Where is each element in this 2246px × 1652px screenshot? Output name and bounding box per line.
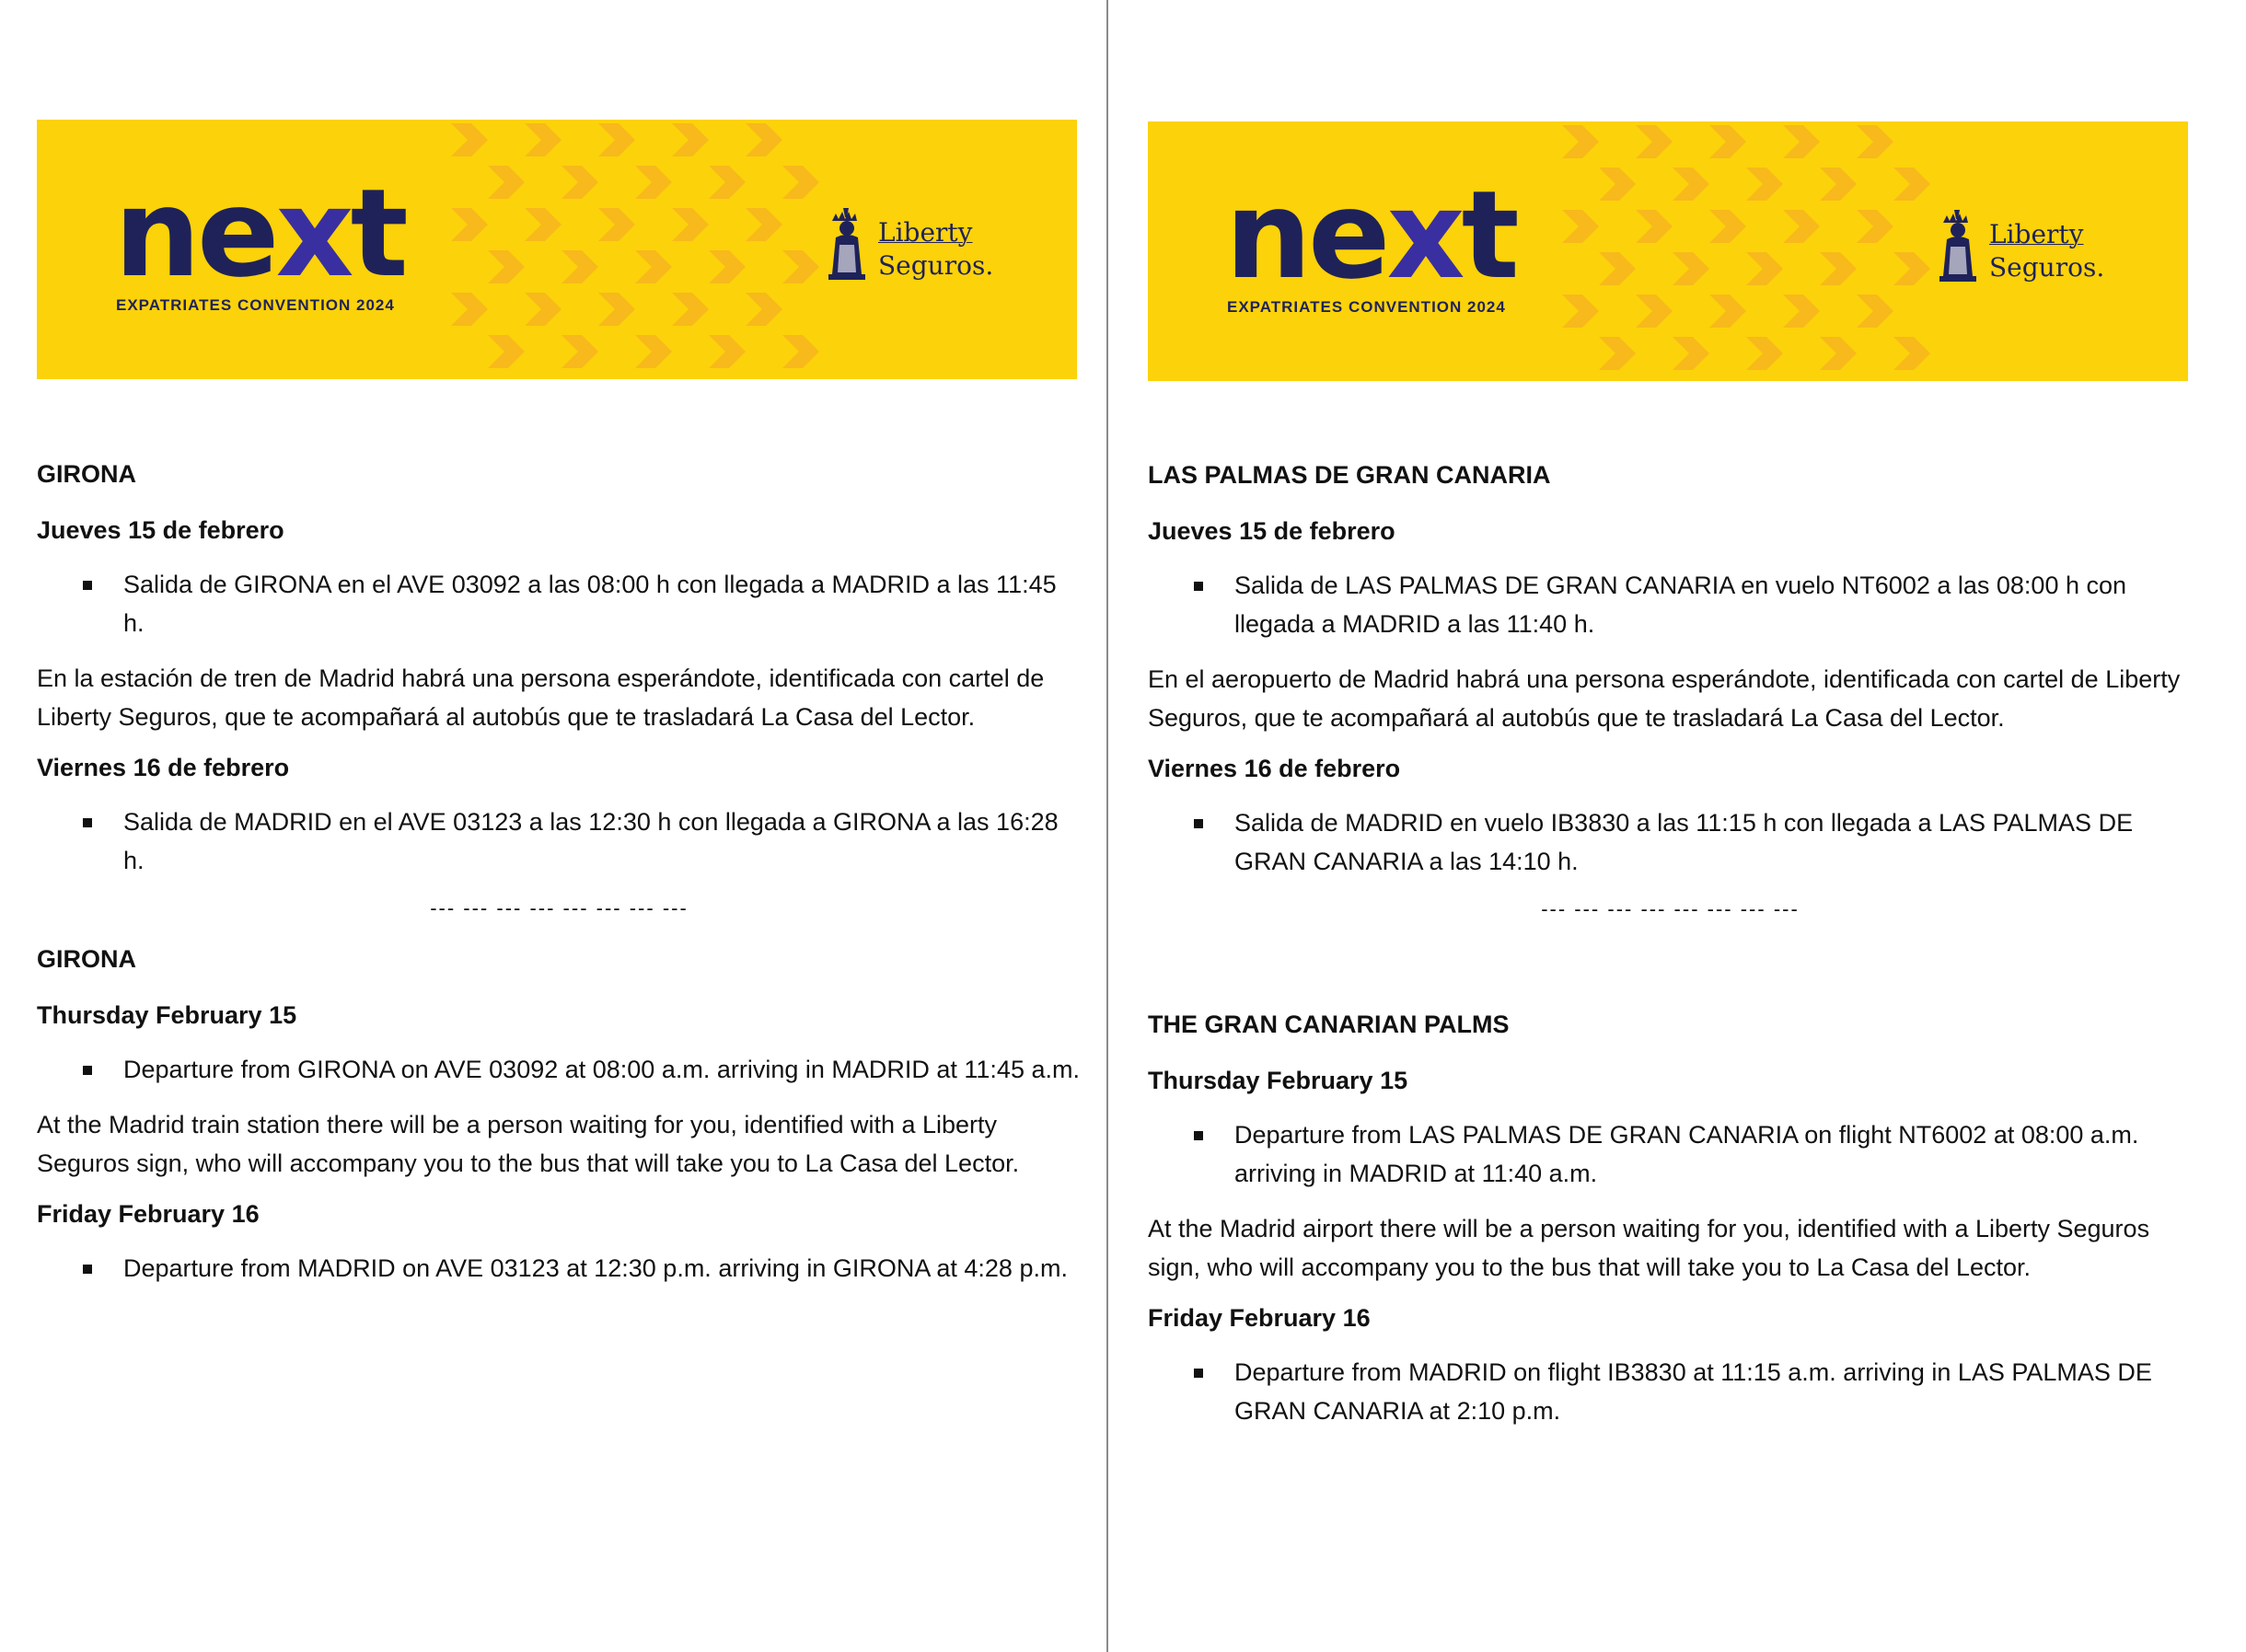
chevron-shape bbox=[1746, 252, 1783, 285]
chevron-shape bbox=[1857, 210, 1893, 243]
chevron-shape bbox=[1599, 252, 1636, 285]
day-heading: Viernes 16 de febrero bbox=[1148, 755, 1401, 782]
chevron-shape bbox=[1636, 210, 1673, 243]
list-item: Departure from LAS PALMAS DE GRAN CANARIA on flight NT6002 at 08:00 a.m. arriving in MADRID at 11:40 a.m. bbox=[1148, 1115, 2193, 1193]
bullet-icon bbox=[1194, 582, 1203, 591]
day-heading: Friday February 16 bbox=[1148, 1304, 1371, 1332]
chevron-shape bbox=[709, 335, 746, 368]
chevron-shape bbox=[672, 123, 709, 156]
chevron-shape bbox=[1636, 295, 1673, 328]
city-heading: GIRONA bbox=[37, 945, 136, 973]
itinerary-content bbox=[37, 459, 1082, 1304]
brand-liberty: Liberty bbox=[1989, 219, 2084, 249]
chevron-shape bbox=[1857, 295, 1893, 328]
list-item: Departure from GIRONA on AVE 03092 at 08:00 a.m. arriving in MADRID at 11:45 a.m. bbox=[37, 1050, 1082, 1089]
chevron-shape bbox=[635, 166, 672, 199]
chevron-shape bbox=[1746, 337, 1783, 370]
chevron-shape bbox=[562, 250, 598, 283]
day-heading: Friday February 16 bbox=[37, 1200, 260, 1228]
chevron-shape bbox=[1673, 252, 1709, 285]
chevron-shape bbox=[635, 250, 672, 283]
chevron-shape bbox=[451, 208, 488, 241]
chevron-shape bbox=[1636, 125, 1673, 158]
chevron-shape bbox=[1783, 295, 1820, 328]
liberty-seguros-logo bbox=[1930, 206, 2114, 298]
brand-seguros: Seguros. bbox=[878, 250, 994, 281]
list-item: Salida de GIRONA en el AVE 03092 a las 08:00 h con llegada a MADRID a las 11:45 h. bbox=[37, 565, 1082, 642]
chevron-shape bbox=[451, 293, 488, 326]
chevron-shape bbox=[488, 250, 525, 283]
chevron-shape bbox=[746, 123, 782, 156]
chevron-shape bbox=[1709, 295, 1746, 328]
bullet-icon bbox=[83, 1066, 92, 1075]
chevron-shape bbox=[1673, 168, 1709, 201]
chevron-shape bbox=[1746, 168, 1783, 201]
list-item: Departure from MADRID on AVE 03123 at 12:30 p.m. arriving in GIRONA at 4:28 p.m. bbox=[37, 1249, 1082, 1288]
chevron-shape bbox=[525, 293, 562, 326]
chevron-shape bbox=[1562, 210, 1599, 243]
paragraph: En el aeropuerto de Madrid habrá una persona esperándote, identificada con cartel de Liberty Seguros, que te acompañará al autobús que te trasladará La Casa del Lector. bbox=[1148, 665, 2181, 732]
paragraph: En la estación de tren de Madrid habrá una persona esperándote, identificada con cartel de Liberty Seguros, que te acompañará al autobús que te trasladará La Casa del Lector. bbox=[37, 664, 1045, 731]
itinerary-content bbox=[1148, 460, 2193, 1447]
chevron-shape bbox=[1893, 168, 1930, 201]
chevron-shape bbox=[598, 123, 635, 156]
chevron-shape bbox=[1599, 337, 1636, 370]
list-item: Salida de LAS PALMAS DE GRAN CANARIA en vuelo NT6002 a las 08:00 h con llegada a MADRID a las 11:40 h. bbox=[1148, 566, 2193, 643]
statue-of-liberty-icon bbox=[819, 204, 874, 282]
paragraph: At the Madrid train station there will be a person waiting for you, identified with a Liberty Seguros sign, who will accompany you to the bus that will take you to La Casa del Lector. bbox=[37, 1111, 1020, 1177]
chevron-shape bbox=[451, 123, 488, 156]
chevron-shape bbox=[562, 166, 598, 199]
page-divider bbox=[1106, 0, 1108, 1652]
chevron-shape bbox=[709, 250, 746, 283]
chevron-shape bbox=[672, 208, 709, 241]
page-girona bbox=[37, 0, 1105, 1652]
bullet-icon bbox=[83, 581, 92, 590]
chevron-shape bbox=[598, 293, 635, 326]
convention-tagline: EXPATRIATES CONVENTION 2024 bbox=[116, 296, 395, 314]
next-logo: next bbox=[114, 163, 405, 305]
bullet-icon bbox=[1194, 819, 1203, 828]
bullet-icon bbox=[1194, 1369, 1203, 1378]
day-heading: Thursday February 15 bbox=[1148, 1067, 1408, 1094]
list-item: Departure from MADRID on flight IB3830 at 11:15 a.m. arriving in LAS PALMAS DE GRAN CANARIA at 2:10 p.m. bbox=[1148, 1353, 2193, 1430]
chevron-shape bbox=[1562, 125, 1599, 158]
chevron-shape bbox=[1820, 168, 1857, 201]
paragraph: At the Madrid airport there will be a person waiting for you, identified with a Liberty Seguros sign, who will accompany you to the bus that will take you to La Casa del Lector. bbox=[1148, 1215, 2150, 1281]
brand-liberty: Liberty bbox=[878, 217, 973, 248]
chevron-shape bbox=[1709, 210, 1746, 243]
chevron-shape bbox=[488, 166, 525, 199]
chevron-shape bbox=[1820, 252, 1857, 285]
chevron-shape bbox=[709, 166, 746, 199]
chevron-shape bbox=[1599, 168, 1636, 201]
chevron-shape bbox=[1820, 337, 1857, 370]
page-las-palmas bbox=[1148, 0, 2216, 1652]
chevron-shape bbox=[746, 293, 782, 326]
chevron-shape bbox=[525, 123, 562, 156]
next-logo: next bbox=[1225, 165, 1516, 306]
chevron-shape bbox=[1562, 295, 1599, 328]
chevron-shape bbox=[1783, 210, 1820, 243]
chevron-shape bbox=[782, 250, 819, 283]
city-heading: THE GRAN CANARIAN PALMS bbox=[1148, 1011, 1510, 1038]
chevron-shape bbox=[525, 208, 562, 241]
chevron-shape bbox=[1673, 337, 1709, 370]
list-item: Salida de MADRID en vuelo IB3830 a las 11:15 h con llegada a LAS PALMAS DE GRAN CANARIA a las 14:10 h. bbox=[1148, 803, 2193, 881]
brand-seguros: Seguros. bbox=[1989, 252, 2105, 283]
chevron-shape bbox=[1857, 125, 1893, 158]
day-heading: Thursday February 15 bbox=[37, 1001, 297, 1029]
chevron-shape bbox=[782, 335, 819, 368]
header-banner bbox=[1148, 121, 2188, 381]
list-item: Salida de MADRID en el AVE 03123 a las 12:30 h con llegada a GIRONA a las 16:28 h. bbox=[37, 803, 1082, 880]
chevron-pattern-icon bbox=[1553, 121, 1949, 381]
chevron-shape bbox=[488, 335, 525, 368]
bullet-icon bbox=[83, 1265, 92, 1274]
chevron-shape bbox=[672, 293, 709, 326]
chevron-shape bbox=[635, 335, 672, 368]
chevron-shape bbox=[1893, 337, 1930, 370]
city-heading: GIRONA bbox=[37, 460, 136, 488]
day-heading: Jueves 15 de febrero bbox=[37, 516, 284, 544]
header-banner bbox=[37, 120, 1077, 379]
statue-of-liberty-icon bbox=[1930, 206, 1986, 283]
day-heading: Jueves 15 de febrero bbox=[1148, 517, 1395, 545]
chevron-pattern-icon bbox=[442, 120, 838, 379]
liberty-seguros-logo bbox=[819, 204, 1003, 296]
chevron-shape bbox=[1893, 252, 1930, 285]
section-separator: --- --- --- --- --- --- --- --- bbox=[1541, 897, 1800, 920]
convention-tagline: EXPATRIATES CONVENTION 2024 bbox=[1227, 298, 1506, 316]
bullet-icon bbox=[1194, 1131, 1203, 1140]
day-heading: Viernes 16 de febrero bbox=[37, 754, 290, 781]
section-separator: --- --- --- --- --- --- --- --- bbox=[430, 896, 689, 919]
chevron-shape bbox=[562, 335, 598, 368]
chevron-shape bbox=[598, 208, 635, 241]
bullet-icon bbox=[83, 818, 92, 827]
chevron-shape bbox=[782, 166, 819, 199]
city-heading: LAS PALMAS DE GRAN CANARIA bbox=[1148, 461, 1551, 489]
chevron-shape bbox=[746, 208, 782, 241]
spacer bbox=[1148, 945, 2193, 1010]
chevron-shape bbox=[1783, 125, 1820, 158]
chevron-shape bbox=[1709, 125, 1746, 158]
